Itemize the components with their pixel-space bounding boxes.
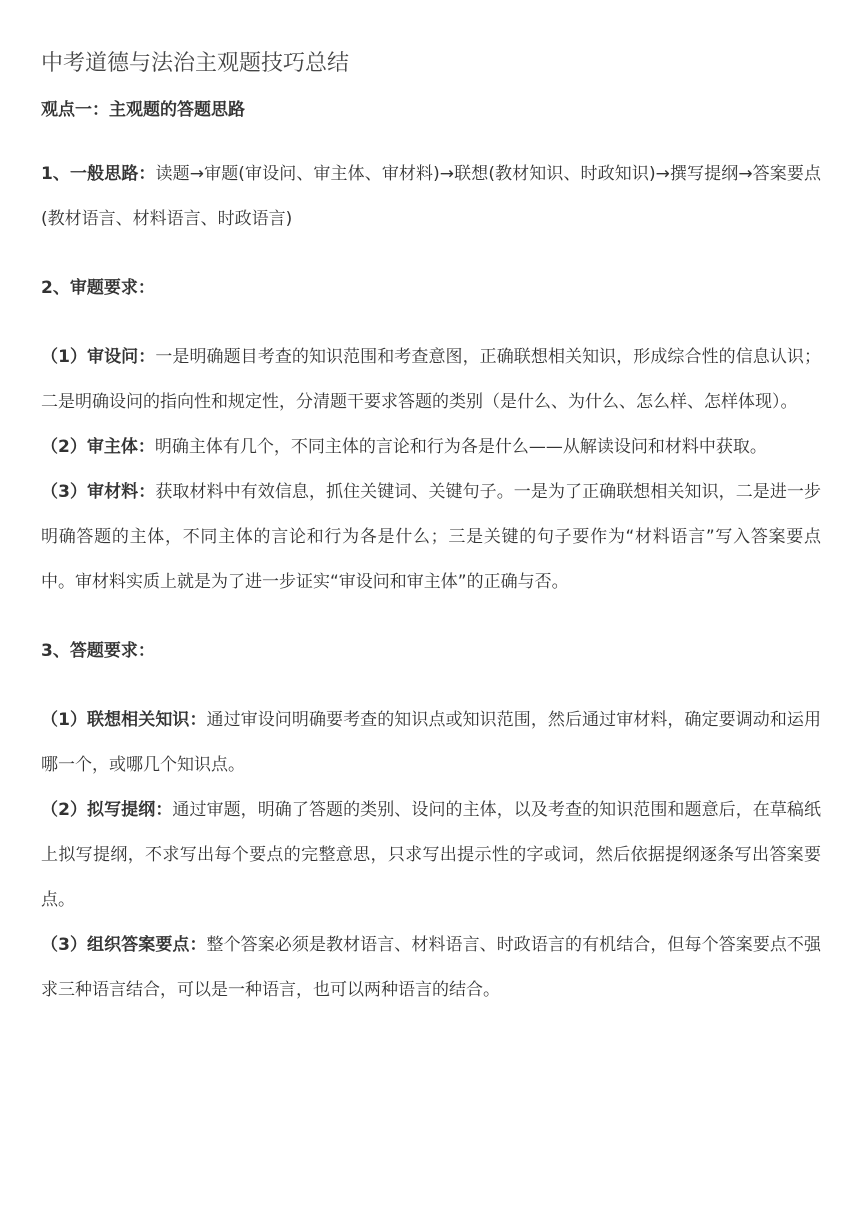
general-approach-paragraph xyxy=(41,152,821,242)
spacer xyxy=(41,130,821,152)
review-question-label: （1）审设问： xyxy=(41,347,156,367)
organize-answer-text: 整个答案必须是教材语言、材料语言、时政语言的有机结合，但每个答案要点不强求三种语言结合，可以是一种语言，也可以两种语言的结合。 xyxy=(41,935,821,1000)
associate-knowledge-label: （1）联想相关知识： xyxy=(41,710,207,730)
review-question-text: 一是明确题目考查的知识范围和考查意图，正确联想相关知识，形成综合性的信息认识；二是明确设问的指向性和规定性，分清题干要求答题的类别（是什么、为什么、怎么样、怎样体现）。 xyxy=(41,347,821,412)
spacer xyxy=(41,605,821,629)
section-heading-viewpoint-one: 观点一：主观题的答题思路 xyxy=(41,100,245,120)
organize-answer-paragraph xyxy=(41,923,821,1013)
general-approach-text: 读题→审题(审设问、审主体、审材料)→联想(教材知识、时政知识)→撰写提纲→答案要点(教材语言、材料语言、时政语言) xyxy=(41,164,821,229)
spacer xyxy=(41,242,821,266)
document-page xyxy=(41,0,821,1013)
review-material-label: （3）审材料： xyxy=(41,482,156,502)
review-requirements-heading: 2、审题要求： xyxy=(41,278,155,298)
document-title: 中考道德与法治主观题技巧总结 xyxy=(41,51,350,76)
draft-outline-text: 通过审题，明确了答题的类别、设问的主体，以及考查的知识范围和题意后，在草稿纸上拟写提纲，不求写出每个要点的完整意思，只求写出提示性的字或词，然后依据提纲逐条写出答案要点。 xyxy=(41,800,821,910)
associate-knowledge-text: 通过审设问明确要考查的知识点或知识范围，然后通过审材料，确定要调动和运用哪一个，或哪几个知识点。 xyxy=(41,710,821,775)
associate-knowledge-paragraph xyxy=(41,698,821,788)
general-approach-label: 1、一般思路： xyxy=(41,164,156,184)
review-subject-paragraph xyxy=(41,425,821,470)
spacer xyxy=(41,311,821,335)
draft-outline-paragraph xyxy=(41,788,821,923)
spacer xyxy=(41,674,821,698)
organize-answer-label: （3）组织答案要点： xyxy=(41,935,207,955)
draft-outline-label: （2）拟写提纲： xyxy=(41,800,173,820)
review-material-text: 获取材料中有效信息，抓住关键词、关键句子。一是为了正确联想相关知识，二是进一步明确答题的主体，不同主体的言论和行为各是什么；三是关键的句子要作为“材料语言”写入答案要点中。审材料实质上就是为了进一步证实“审设问和审主体”的正确与否。 xyxy=(41,482,821,592)
answer-requirements-heading: 3、答题要求： xyxy=(41,641,155,661)
review-subject-text: 明确主体有几个，不同主体的言论和行为各是什么——从解读设问和材料中获取。 xyxy=(154,437,767,457)
review-subject-label: （2）审主体： xyxy=(41,437,155,457)
review-question-paragraph xyxy=(41,335,821,425)
review-material-paragraph xyxy=(41,470,821,605)
